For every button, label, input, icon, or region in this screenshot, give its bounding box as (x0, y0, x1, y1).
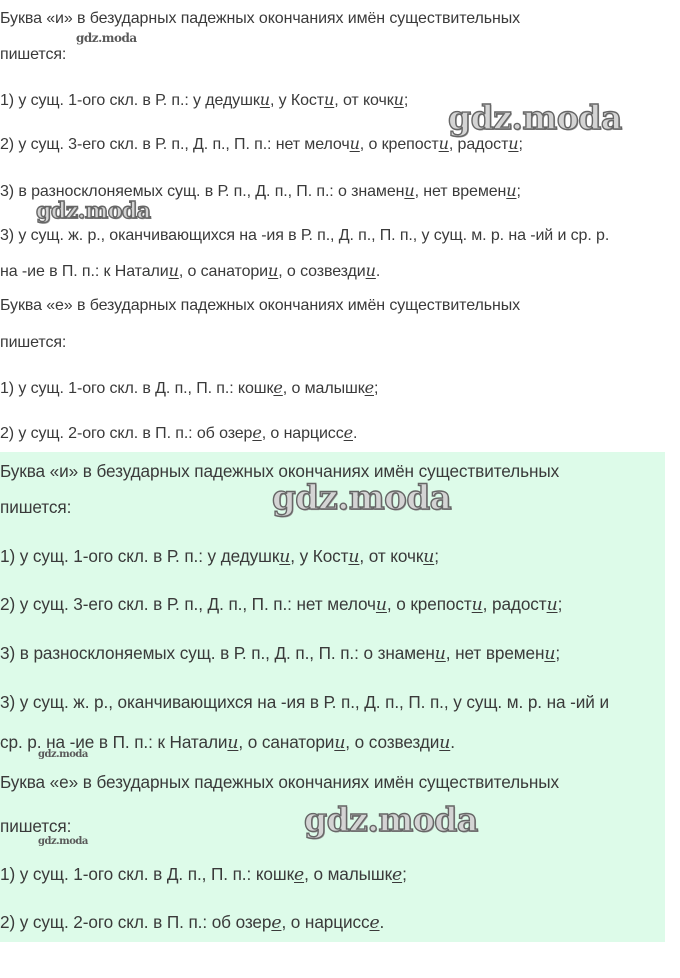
answer-block-plain (0, 0, 680, 452)
text-fragment: 1) у сущ. 1-ого скл. в Д. п., П. п.: кошк (0, 380, 274, 397)
answer-block-highlighted (0, 452, 665, 942)
underlined-ending: и (544, 644, 556, 664)
underlined-ending: и (438, 134, 449, 153)
text-fragment: . (379, 912, 385, 932)
underlined-ending: и (471, 595, 483, 615)
text-line (0, 546, 439, 567)
text-fragment: , у Кост (290, 546, 349, 566)
underlined-ending: и (349, 134, 360, 153)
text-fragment: , о созвезди (278, 263, 366, 280)
underlined-ending: и (365, 261, 376, 280)
text-fragment: ; (555, 643, 561, 663)
watermark-logo: gdz.moda (76, 31, 137, 45)
text-line (0, 45, 66, 65)
text-fragment: ; (402, 864, 407, 884)
underlined-ending: и (324, 90, 335, 109)
text-fragment: , о созвезди (345, 732, 440, 752)
text-fragment: , радост (448, 136, 509, 153)
underlined-ending: и (404, 181, 415, 200)
watermark-logo: gdz.moda (38, 749, 88, 760)
text-line (0, 594, 562, 615)
text-fragment: , о малышк (304, 864, 393, 884)
underlined-ending: и (268, 261, 279, 280)
text-fragment: пишется: (0, 334, 67, 351)
underlined-ending: е (252, 423, 262, 442)
underlined-ending: е (273, 378, 283, 397)
text-line (0, 261, 380, 282)
text-fragment: , о нарцисс (281, 912, 370, 932)
underlined-ending: и (375, 595, 387, 615)
text-line (0, 134, 523, 155)
text-fragment: ; (434, 546, 439, 566)
text-fragment: , нет времен (445, 643, 545, 663)
text-fragment: , нет времен (414, 183, 507, 200)
underlined-ending: и (439, 733, 451, 753)
underlined-ending: и (168, 261, 179, 280)
underlined-ending: е (369, 913, 380, 933)
underlined-ending: е (271, 913, 282, 933)
text-fragment: . (375, 263, 381, 280)
underlined-ending: и (334, 733, 346, 753)
text-line (0, 378, 378, 399)
underlined-ending: и (423, 547, 435, 567)
text-fragment: ; (403, 92, 409, 109)
watermark-logo: gdz.moda (272, 478, 452, 518)
text-line (0, 423, 357, 444)
text-fragment: 3) в разносклоняемых сущ. в Р. п., Д. п., П. п.: о знамен (0, 183, 405, 200)
underlined-ending: и (508, 134, 519, 153)
watermark-logo: gdz.moda (448, 98, 622, 137)
text-fragment: , от кочк (359, 546, 424, 566)
text-line (0, 296, 520, 316)
text-fragment: 1) у сущ. 1-ого скл. в Р. п.: у дедушк (0, 92, 260, 109)
text-fragment: Буква «и» в безударных падежных окончаниях имён существительных (0, 10, 521, 27)
underlined-ending: и (259, 90, 270, 109)
text-fragment: , о нарцисс (261, 425, 344, 442)
text-line (0, 333, 66, 353)
text-fragment: 3) в разносклоняемых сущ. в Р. п., Д. п., П. п.: о знамен (0, 643, 435, 663)
watermark-logo: gdz.moda (304, 800, 478, 839)
text-fragment: ; (373, 380, 379, 397)
underlined-ending: е (343, 423, 353, 442)
watermark-logo: gdz.moda (38, 836, 88, 847)
text-fragment: 1) у сущ. 1-ого скл. в Д. п., П. п.: кошк (0, 864, 295, 884)
text-fragment: ; (518, 136, 523, 153)
text-fragment: , о санатори (238, 732, 335, 752)
text-fragment: , радост (482, 594, 547, 614)
text-fragment: 2) у сущ. 3-его скл. в Р. п., Д. п., П. п.: нет мелоч (0, 136, 350, 153)
underlined-ending: и (506, 181, 517, 200)
text-fragment: Буква «е» в безударных падежных окончаниях имён существительных (0, 297, 520, 314)
text-line (0, 912, 384, 933)
text-fragment: 2) у сущ. 3-его скл. в Р. п., Д. п., П. п.: нет мелоч (0, 594, 376, 614)
text-fragment: пишется: (0, 816, 72, 836)
text-fragment: . (450, 732, 455, 752)
text-fragment: . (352, 425, 358, 442)
text-fragment: 1) у сущ. 1-ого скл. в Р. п.: у дедушк (0, 546, 280, 566)
underlined-ending: и (393, 90, 404, 109)
text-line (0, 864, 407, 885)
text-fragment: 3) у сущ. ж. р., оканчивающихся на -ия в Р. п., Д. п., П. п., у сущ. м. р. на -ий и ср. р. (0, 227, 610, 244)
text-fragment: , о крепост (386, 594, 472, 614)
underlined-ending: и (434, 644, 446, 664)
underlined-ending: и (227, 733, 239, 753)
text-line (0, 497, 71, 517)
text-line (0, 643, 560, 664)
text-fragment: Буква «и» в безударных падежных окончаниях имён существительных (0, 461, 560, 481)
text-fragment: пишется: (0, 46, 67, 63)
text-fragment: , у Кост (269, 92, 325, 109)
text-line (0, 772, 559, 792)
text-line (0, 461, 559, 481)
text-fragment: ср. р. на -ие в П. п.: к Натали (0, 732, 228, 752)
text-fragment: 2) у сущ. 2-ого скл. в П. п.: об озер (0, 912, 272, 932)
text-fragment: , от кочк (334, 92, 394, 109)
text-line (0, 226, 609, 246)
text-line (0, 181, 521, 202)
text-line (0, 692, 609, 712)
underlined-ending: е (294, 865, 305, 885)
text-fragment: 3) у сущ. ж. р., оканчивающихся на -ия в Р. п., Д. п., П. п., у сущ. м. р. на -ий и (0, 692, 609, 712)
text-fragment: ; (516, 183, 521, 200)
text-line (0, 816, 71, 836)
underlined-ending: е (392, 865, 403, 885)
text-fragment: ; (557, 594, 563, 614)
text-line (0, 732, 455, 753)
underlined-ending: и (546, 595, 558, 615)
text-line (0, 90, 408, 111)
text-line (0, 9, 520, 29)
text-fragment: , о малышк (282, 380, 365, 397)
text-fragment: 2) у сущ. 2-ого скл. в П. п.: об озер (0, 425, 253, 442)
underlined-ending: и (279, 547, 291, 567)
text-fragment: на -ие в П. п.: к Натали (0, 263, 169, 280)
text-fragment: Буква «е» в безударных падежных окончаниях имён существительных (0, 772, 560, 792)
underlined-ending: и (348, 547, 360, 567)
text-fragment: , о крепост (359, 136, 439, 153)
text-fragment: , о санатори (178, 263, 269, 280)
underlined-ending: е (364, 378, 374, 397)
text-fragment: пишется: (0, 497, 72, 517)
watermark-logo: gdz.moda (36, 198, 151, 224)
